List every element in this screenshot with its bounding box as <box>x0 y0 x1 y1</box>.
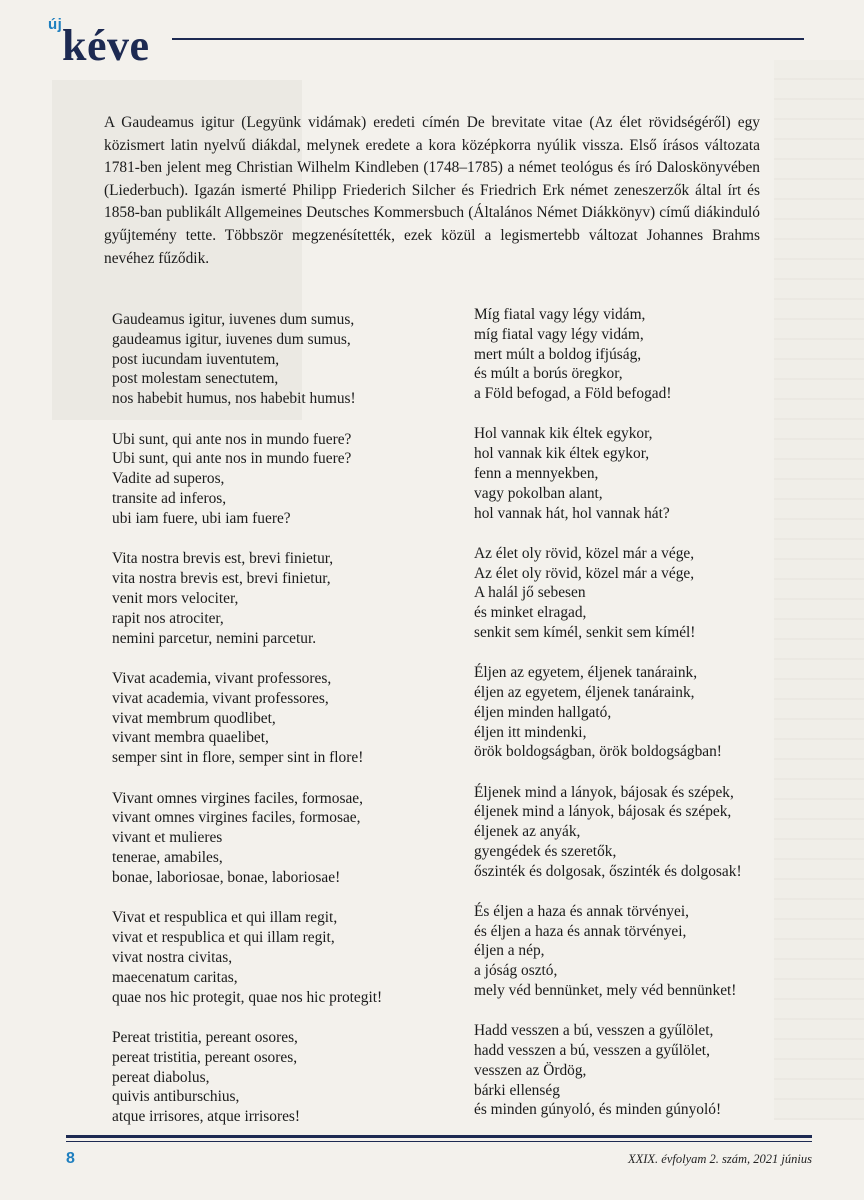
page-number: 8 <box>66 1150 75 1167</box>
hungarian-stanza <box>474 663 794 762</box>
latin-stanza <box>112 789 462 888</box>
latin-line: vivat academia, vivant professores, <box>112 689 329 707</box>
latin-line: Ubi sunt, qui ante nos in mundo fuere? <box>112 450 352 468</box>
footer-rule-thin <box>66 1141 812 1142</box>
hungarian-line: mert múlt a boldog ifjúság, <box>474 345 642 363</box>
hungarian-line: fenn a mennyekben, <box>474 464 599 482</box>
latin-line: bonae, laboriosae, bonae, laboriosae! <box>112 868 341 886</box>
latin-line: gaudeamus igitur, iuvenes dum sumus, <box>112 330 351 348</box>
hungarian-line: hol vannak kik éltek egykor, <box>474 445 650 463</box>
hungarian-line: őszinték és dolgosak, őszinték és dolgosak! <box>474 862 742 880</box>
hungarian-line: éljen minden hallgató, <box>474 703 612 721</box>
hungarian-line: éljen a nép, <box>474 942 545 960</box>
hungarian-line: éljen az egyetem, éljenek tanáraink, <box>474 683 695 701</box>
latin-line: atque irrisores, atque irrisores! <box>112 1108 301 1126</box>
hungarian-line: hadd vesszen a bú, vesszen a gyűlölet, <box>474 1042 710 1060</box>
hungarian-stanza <box>474 783 794 882</box>
latin-line: Pereat tristitia, pereant osores, <box>112 1029 298 1047</box>
latin-line: venit mors velociter, <box>112 589 239 607</box>
latin-line: Ubi sunt, qui ante nos in mundo fuere? <box>112 430 352 448</box>
hungarian-line: éljenek az anyák, <box>474 823 581 841</box>
hungarian-line: mely véd bennünket, mely véd bennünket! <box>474 982 737 1000</box>
hungarian-line: míg fiatal vagy légy vidám, <box>474 325 644 343</box>
latin-line: nos habebit humus, nos habebit humus! <box>112 390 356 408</box>
latin-line: Vivat academia, vivant professores, <box>112 670 332 688</box>
latin-line: nemini parcetur, nemini parcetur. <box>112 629 317 647</box>
latin-stanza <box>112 310 462 409</box>
latin-line: Vivat et respublica et qui illam regit, <box>112 909 338 927</box>
latin-line: vivat nostra civitas, <box>112 948 233 966</box>
hungarian-lyrics-column <box>474 305 794 1120</box>
hungarian-line: A halál jő sebesen <box>474 584 586 602</box>
hungarian-line: Éljenek mind a lányok, bájosak és szépek, <box>474 783 734 801</box>
hungarian-line: Míg fiatal vagy légy vidám, <box>474 306 646 323</box>
hungarian-line: és éljen a haza és annak törvényei, <box>474 922 687 940</box>
latin-line: transite ad inferos, <box>112 490 227 508</box>
latin-lyrics-column <box>112 310 462 1127</box>
header-rule <box>172 38 804 40</box>
hungarian-line: bárki ellenség <box>474 1081 560 1099</box>
latin-stanza <box>112 908 462 1007</box>
hungarian-line: és minden gúnyoló, és minden gúnyoló! <box>474 1101 722 1119</box>
hungarian-stanza <box>474 1021 794 1120</box>
hungarian-line: Hadd vesszen a bú, vesszen a gyűlölet, <box>474 1022 714 1040</box>
latin-line: quivis antiburschius, <box>112 1088 240 1106</box>
latin-line: vivant et mulieres <box>112 829 223 847</box>
latin-line: pereat tristitia, pereant osores, <box>112 1048 298 1066</box>
intro-paragraph: A Gaudeamus igitur (Legyünk vidámak) eredeti címén De brevitate vitae (Az élet rövidségéről) egy közismert latin nyelvű diákdal, melynek eredete a kora középkorra nyúlik vissza. Első írásos változata 1781-ben jelent meg Christian Wilhelm Kindleben (1748–1785) a német teológus és író Daloskönyvében (Liederbuch). Igazán ismerté Philipp Friederich Silcher és Friedrich Erk német zeneszerzők által írt és 1858-ban publikált Allgemeines Deutsches Kommersbuch (Általános Német Diákkönyv) című diákinduló gyűjtemény tette. Többször megzenésítették, ezek közül a legismertebb változat Johannes Brahms nevéhez fűződik. <box>104 114 760 267</box>
hungarian-stanza <box>474 544 794 643</box>
latin-line: post molestam senectutem, <box>112 370 279 388</box>
hungarian-line: Éljen az egyetem, éljenek tanáraink, <box>474 664 698 682</box>
hungarian-line: Az élet oly rövid, közel már a vége, <box>474 564 695 582</box>
hungarian-line: a jóság osztó, <box>474 962 558 980</box>
latin-line: vivant omnes virgines faciles, formosae, <box>112 809 361 827</box>
hungarian-line: Az élet oly rövid, közel már a vége, <box>474 544 695 562</box>
issue-info: XXIX. évfolyam 2. szám, 2021 június <box>627 1152 812 1166</box>
logo-uj-text: új <box>48 16 63 33</box>
latin-stanza <box>112 430 462 529</box>
latin-stanza <box>112 549 462 648</box>
latin-line: semper sint in flore, semper sint in flore! <box>112 749 364 767</box>
hungarian-line: a Föld befogad, a Föld befogad! <box>474 385 672 403</box>
magazine-logo <box>48 14 188 70</box>
hungarian-line: vesszen az Ördög, <box>474 1061 587 1079</box>
hungarian-line: és múlt a borús öregkor, <box>474 365 623 383</box>
hungarian-stanza <box>474 305 794 404</box>
latin-line: rapit nos atrociter, <box>112 609 224 627</box>
latin-line: Vadite ad superos, <box>112 470 225 488</box>
hungarian-line: vagy pokolban alant, <box>474 484 603 502</box>
hungarian-stanza <box>474 424 794 523</box>
hungarian-line: és minket elragad, <box>474 604 587 622</box>
hungarian-line: hol vannak hát, hol vannak hát? <box>474 504 670 522</box>
hungarian-line: éljenek mind a lányok, bájosak és szépek, <box>474 803 732 821</box>
latin-line: quae nos hic protegit, quae nos hic protegit! <box>112 988 383 1006</box>
logo-keve-text: kéve <box>62 21 150 70</box>
hungarian-stanza <box>474 902 794 1001</box>
hungarian-line: Hol vannak kik éltek egykor, <box>474 425 653 443</box>
hungarian-line: éljen itt mindenki, <box>474 723 587 741</box>
hungarian-line: És éljen a haza és annak törvényei, <box>474 902 689 920</box>
latin-line: Gaudeamus igitur, iuvenes dum sumus, <box>112 311 355 328</box>
latin-stanza <box>112 669 462 768</box>
latin-line: vivant membra quaelibet, <box>112 729 269 747</box>
latin-line: vivat membrum quodlibet, <box>112 709 276 727</box>
latin-line: maecenatum caritas, <box>112 968 238 986</box>
latin-line: vivat et respublica et qui illam regit, <box>112 929 335 947</box>
hungarian-line: senkit sem kímél, senkit sem kímél! <box>474 623 696 641</box>
latin-line: Vita nostra brevis est, brevi finietur, <box>112 550 334 568</box>
hungarian-line: örök boldogságban, örök boldogságban! <box>474 743 722 761</box>
latin-stanza <box>112 1028 462 1127</box>
latin-line: post iucundam iuventutem, <box>112 350 280 368</box>
footer-rule <box>66 1135 812 1138</box>
latin-line: pereat diabolus, <box>112 1068 210 1086</box>
hungarian-line: gyengédek és szeretők, <box>474 842 617 860</box>
latin-line: Vivant omnes virgines faciles, formosae, <box>112 789 363 807</box>
latin-line: vita nostra brevis est, brevi finietur, <box>112 570 331 588</box>
latin-line: ubi iam fuere, ubi iam fuere? <box>112 509 291 527</box>
latin-line: tenerae, amabiles, <box>112 849 223 867</box>
